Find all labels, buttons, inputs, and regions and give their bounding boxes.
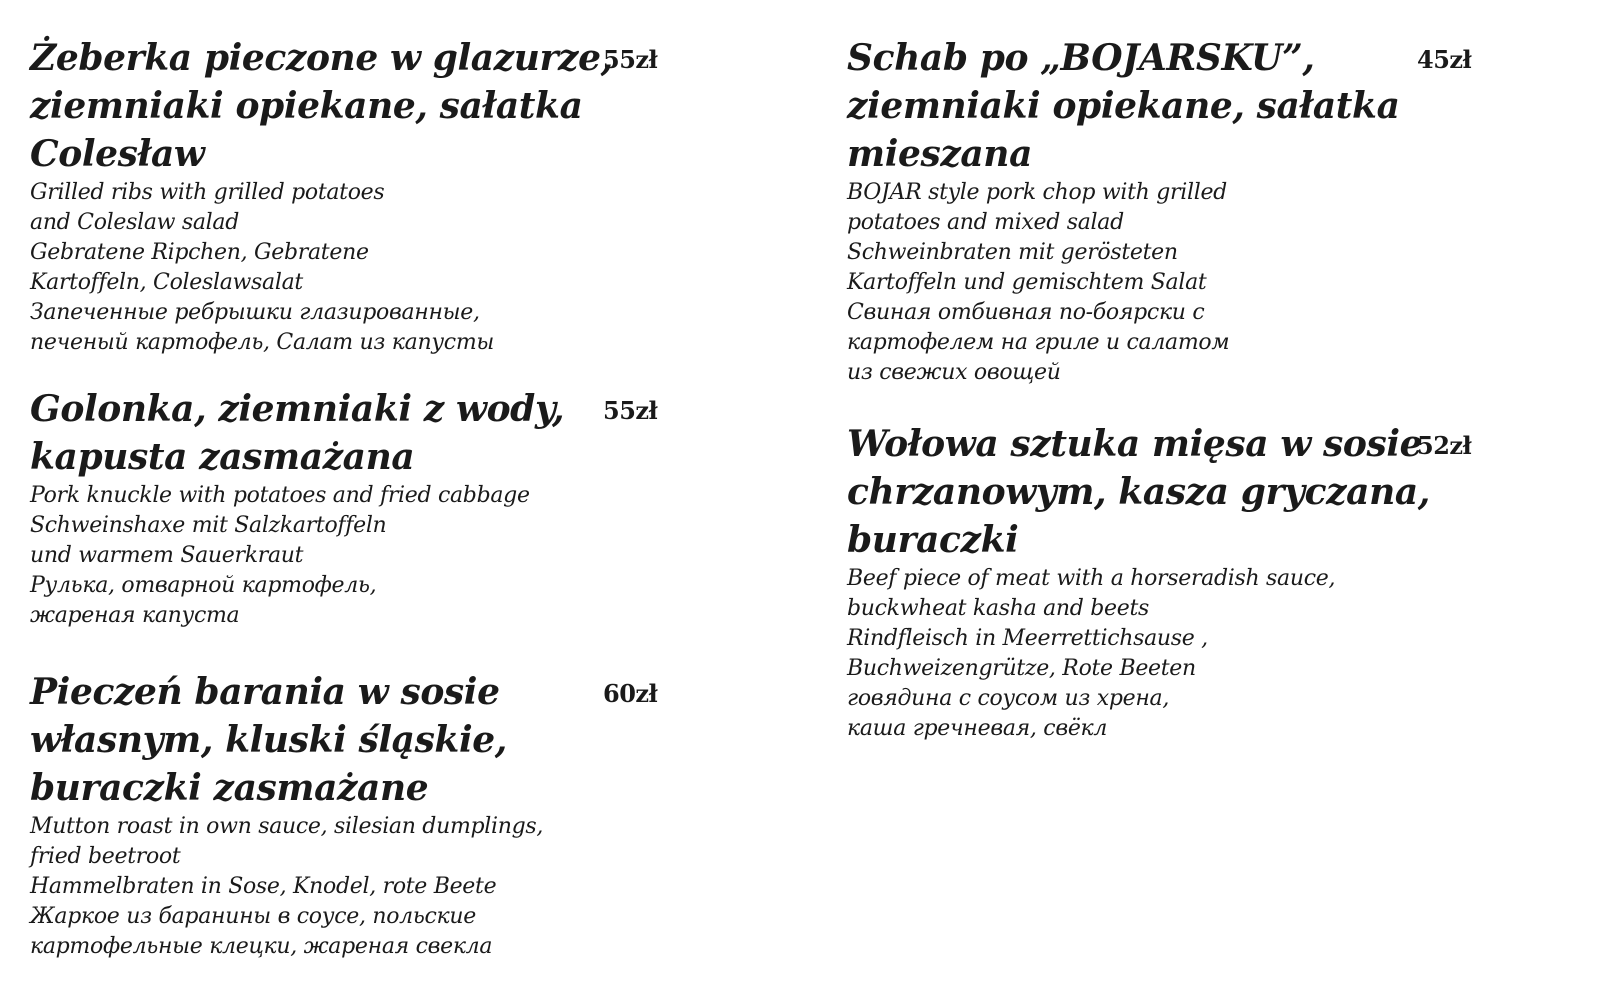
description-line: Kartoffeln und gemischtem Salat [847,270,1207,295]
description-line: Grilled ribs with grilled potatoes [30,180,385,205]
description-line: печеный картофель, Салат из капусты [30,330,494,355]
description-line: Rindfleisch in Meerrettichsause , [847,626,1208,651]
description-line: BOJAR style pork chop with grilled [847,180,1227,205]
dish-price: 60zł [603,679,658,708]
description-line: Beef piece of meat with a horseradish sauce, [847,566,1336,591]
description-line: Жаркое из баранины в соусе, польские [30,904,476,929]
description-line: potatoes and mixed salad [847,210,1124,235]
dish-name-line: ziemniaki opiekane, sałatka [30,85,583,127]
dish-name-line: chrzanowym, kasza gryczana, [847,471,1430,513]
description-line: Mutton roast in own sauce, silesian dumplings, [30,814,544,839]
dish-name-line: buraczki [847,519,1019,561]
dish-name [847,420,1430,564]
dish-description [30,481,630,631]
description-line: жареная капуста [30,603,240,628]
dish-name-line: buraczki zasmażane [30,767,429,809]
dish-name [30,34,613,178]
description-line: Pork knuckle with potatoes and fried cabbage [30,483,530,508]
menu-item-mutton-roast [30,668,670,962]
description-line: Запеченные ребрышки глазированные, [30,300,480,325]
description-line: Buchweizengrütze, Rote Beeten [847,656,1196,681]
description-line: Kartoffeln, Coleslawsalat [30,270,303,295]
dish-name-line: mieszana [847,133,1033,175]
dish-name-line: Golonka, ziemniaki z wody, [30,388,565,430]
dish-name-line: kapusta zasmażana [30,436,415,478]
description-line: Schweinshaxe mit Salzkartoffeln [30,513,387,538]
description-line: Schweinbraten mit gerösteten [847,240,1178,265]
dish-name [847,34,1400,178]
dish-price: 55zł [603,45,658,74]
dish-name-line: Pieczeń barania w sosie [30,671,500,713]
description-line: Свиная отбивная по-боярски с [847,300,1205,325]
description-line: говядина с соусом из хрена, [847,686,1170,711]
description-line: Gebratene Ripchen, Gebratene [30,240,369,265]
menu-item-pork-chop [847,34,1487,388]
description-line: картофельные клецки, жареная свекла [30,934,493,959]
dish-name [30,668,570,812]
dish-name-line: własnym, kluski śląskie, [30,719,507,761]
description-line: buckwheat kasha and beets [847,596,1150,621]
dish-name-line: Wołowa sztuka mięsa w sosie [847,423,1423,465]
description-line: und warmem Sauerkraut [30,543,304,568]
description-line: каша гречневая, свёкл [847,716,1108,741]
description-line: Hammelbraten in Sose, Knodel, rote Beete [30,874,497,899]
menu-item-ribs [30,34,670,358]
dish-name-line: Schab po „BOJARSKU”, [847,37,1315,79]
dish-description [847,564,1447,744]
description-line: and Coleslaw salad [30,210,240,235]
dish-name-line: Colesław [30,133,205,175]
dish-price: 55zł [603,396,658,425]
menu-item-beef [847,420,1487,744]
description-line: fried beetroot [30,844,181,869]
dish-price: 52zł [1417,431,1472,460]
menu-item-pork-knuckle [30,385,670,631]
dish-name-line: Żeberka pieczone w glazurze, [30,37,613,79]
description-line: Рулька, отварной картофель, [30,573,377,598]
dish-description [847,178,1447,388]
dish-description [30,178,630,358]
description-line: картофелем на гриле и салатом [847,330,1230,355]
dish-description [30,812,630,962]
description-line: из свежих овощей [847,360,1061,385]
dish-price: 45zł [1417,45,1472,74]
dish-name-line: ziemniaki opiekane, sałatka [847,85,1400,127]
dish-name [30,385,570,481]
